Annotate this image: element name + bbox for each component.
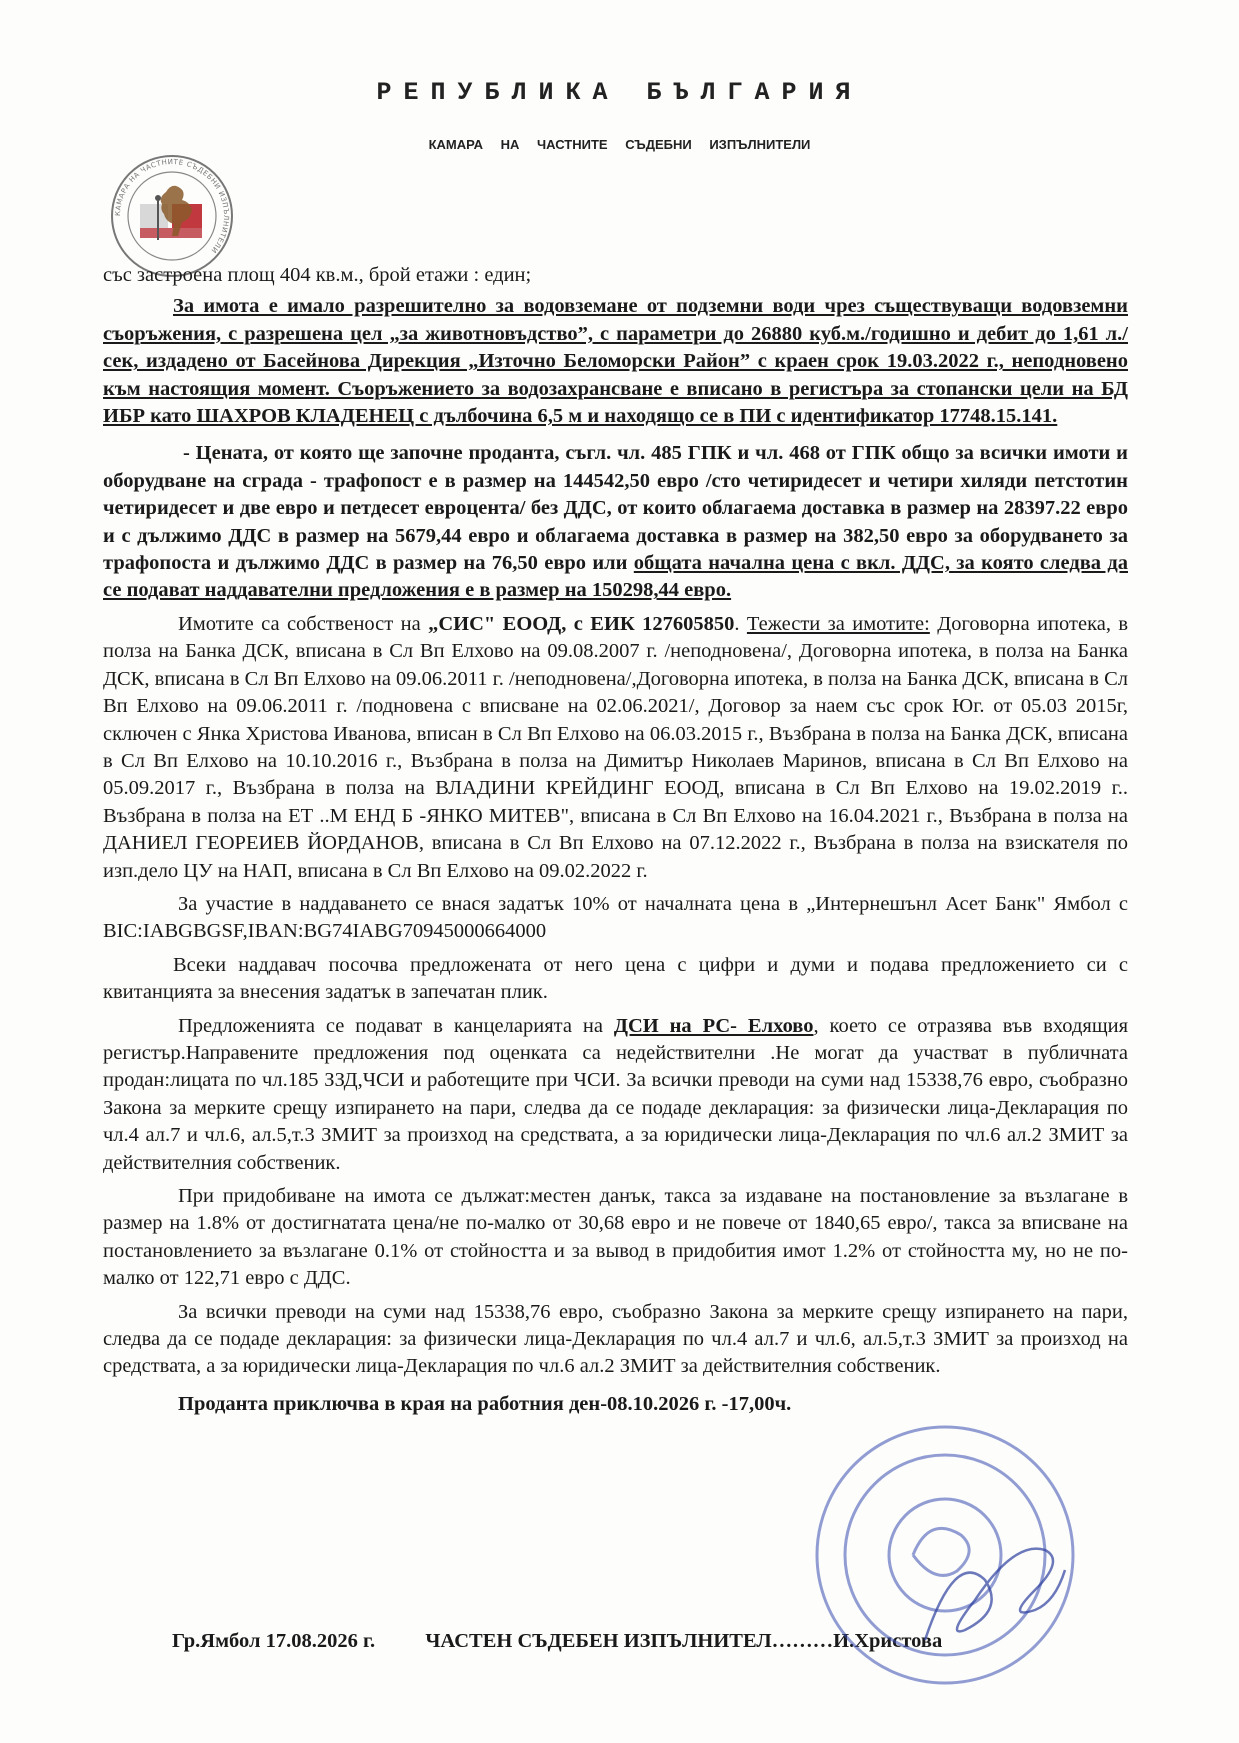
- republic-heading: РЕПУБЛИКА БЪЛГАРИЯ: [376, 78, 863, 107]
- bailiff-title: ЧАСТЕН СЪДЕБЕН ИЗПЪЛНИТЕЛ: [425, 1630, 772, 1652]
- paragraph-office: [103, 1013, 1128, 1177]
- total-price-text: общата начална цена с вкл. ДДС, за която следва да се подават наддавателни предложения е в размер на 150298,44 евро.: [103, 552, 1128, 602]
- office-text: , което се отразява във входящия регистър.Направените предложения под оценката са недействителни .Не могат да участват в публичната продан:лицата по чл.185 ЗЗД,ЧСИ и работещите при ЧСИ. За всички преводи на суми над 15338,76 евро, съобразно Закона за мерките срещу изпирането на пари, следва да се подаде декларация: за физически лица-Декларация по чл.4 ал.7 и чл.6, ал.5,т.3 ЗМИТ за произход на средствата, а за юридически лица-Декларация по чл.6 ал.2 ЗМИТ за действителния собственик.: [103, 1014, 1129, 1174]
- svg-text:КАМАРА НА ЧАСТНИТЕ СЪДЕБНИ ИЗП: КАМАРА НА ЧАСТНИТЕ СЪДЕБНИ ИЗПЪЛНИТЕЛИ: [113, 157, 231, 255]
- paragraph-water-permit: За имота е имало разрешително за водовземане от подземни води чрез съществуващи водовземни съоръжения, с разрешена цел „за животновъдство”, с параметри до 26880 куб.м./годишно и дебит до 1,61 л./сек, издадено от Басейнова Дирекция „Източно Беломорски Район” с краен срок 19.03.2022 г., неподновено към настоящия момент. Съоръжението за водозахрансване е вписано в регистъра за стопански цели на БД ИБР като ШАХРОВ КЛАДЕНЕЦ с дълбочина 6,5 м и находящо се в ПИ с идентификатор 17748.15.141.: [103, 295, 1128, 428]
- paragraph-fees: При придобиване на имота се дължат:местен данък, такса за издаване на постановление за възлагане в размер на 1.8% от достигнатата цена/не по-малко от 30,68 евро и не повече от 1840,65 евро/, такса за вписване на постановлението за възлагане 0.1% от стойността и за вывод в придобития имот 1.2% от стойността му, но не по-малко от 122,71 евро с ДДС.: [103, 1185, 1128, 1290]
- ownership-lead: Имотите са собственост на: [178, 612, 429, 635]
- paragraph-floor-area: със застроена площ 404 кв.м., брой етажи : един;: [103, 264, 532, 286]
- paragraph-ownership: [103, 611, 1128, 885]
- signature-dots: ………: [771, 1630, 834, 1652]
- document-body: [103, 262, 1128, 1418]
- burdens-label: Тежести за имотите:: [746, 612, 930, 635]
- paragraph-declaration: За всички преводи на суми над 15338,76 евро, съобразно Закона за мерките срещу изпирането на пари, следва да се подаде декларация: за физически лица-Декларация по чл.4 ал.7 и чл.6, ал.5,т.3 ЗМИТ за произход на средствата, а за юридически лица-Декларация по чл.6 ал.2 ЗМИТ за действителния собственик.: [103, 1300, 1128, 1378]
- burdens-text: Договорна ипотека, в полза на Банка ДСК, вписана в Сл Вп Елхово на 09.08.2007 г. /неподновена/, Договорна ипотека, в полза на Банка ДСК, вписана в Сл Вп Елхово на 09.06.2011 г. /неподновена/,Договорна ипотека, в полза на Банка ДСК, вписана в Сл Вп Елхово на 09.06.2011 г. /подновена с вписване на 02.06.2021/, Договор за наем със срок Юг. от 05.03 2015г, сключен с Янка Христова Иванова, вписан в Сл Вп Елхово на 06.03.2015 г., Възбрана в полза на Банка ДСК, вписана в Сл Вп Елхово на 10.10.2016 г., Възбрана в полза на Димитър Николаев Маринов, вписана в Сл Вп Елхово на 05.09.2017 г., Възбрана в полза на ВЛАДИНИ КРЕЙДИНГ ЕООД, вписана в Сл Вп Елхово на 19.02.2019 г.. Възбрана в полза на ЕТ ..М ЕНД Б -ЯНКО МИТЕВ", вписана в Сл Вп Елхово на 16.04.2021 г., Възбрана в полза на ДАНИЕЛ ГЕОРЕИЕВ ЙОРДАНОВ, вписана в Сл Вп Елхово на 07.12.2022 г., Възбрана в полза на взискателя по изп.дело ЦУ на НАП, вписана в Сл Вп Елхово на 09.02.2022 г.: [103, 612, 1129, 882]
- paragraph-sale-end: Проданта приключва в края на работния ден-08.10.2026 г. -17,00ч.: [178, 1392, 792, 1415]
- office-name: ДСИ на РС- Елхово: [613, 1014, 814, 1037]
- ownership-dot: .: [734, 612, 747, 635]
- price-text: - Цената, от която ще започне проданта, съгл. чл. 485 ГПК и чл. 468 от ГПК общо за всички имоти и оборудване на сграда - трафопост е в размер на 144542,50 евро /сто четиридесет и четири хиляди петстотин четиридесет и две евро и петдесет евроцента/ без ДДС, от които облагаема доставка в размер на 28397.22 евро и с дължимо ДДС в размер на 5679,44 евро и облагаема доставка в размер на 382,50 евро за оборудването за трафопоста и дължимо ДДС в размер на 76,50 евро или: [103, 442, 1128, 575]
- paragraph-starting-price: [103, 440, 1128, 604]
- chamber-heading: КАМАРА НА ЧАСТНИТЕ СЪДЕБНИ ИЗПЪЛНИТЕЛИ: [428, 137, 811, 152]
- place-date: Гр.Ямбол 17.08.2026 г.: [172, 1630, 376, 1652]
- office-lead: Предложенията се подават в канцеларията на: [178, 1014, 614, 1037]
- handwritten-signature-icon: [915, 1530, 1085, 1660]
- lion-emblem-seal-icon: [108, 152, 236, 280]
- owner-name: „СИС" ЕООД, с ЕИК 127605850: [428, 612, 735, 635]
- bailiff-name: И.Христова: [833, 1630, 943, 1652]
- paragraph-deposit: За участие в наддаването се внася задатък 10% от началната цена в „Интернешънл Асет Банк" Ямбол с BIC:IABGBGSF,IBAN:BG74IABG70945000664000: [103, 892, 1128, 943]
- paragraph-bid-submission: Всеки наддавач посочва предложената от него цена с цифри и думи и подава предложението си с квитанцията за внесения задатък в запечатан плик.: [103, 953, 1128, 1004]
